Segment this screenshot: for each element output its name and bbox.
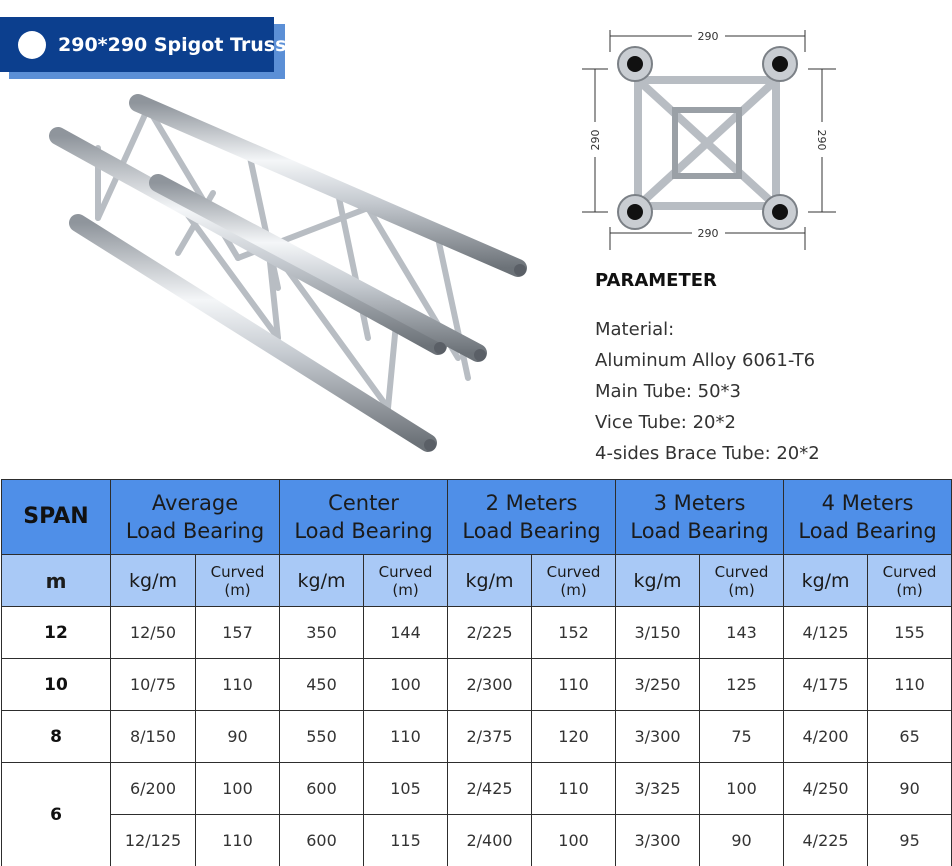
parameter-heading: PARAMETER [595,270,717,291]
cell-curved: 100 [196,763,280,815]
parameter-list [595,314,820,469]
cell-kg-per-m: 2/375 [448,711,532,763]
group-line: Load Bearing [630,519,769,543]
curved-unit: (m) [896,580,923,599]
cell-kg-per-m: 3/300 [616,815,700,866]
curved-label: Curved [210,562,265,581]
group-line: Average [151,491,239,515]
span-header: SPAN [2,480,111,555]
top-dimension: 290 [697,30,719,43]
span-value: 8 [2,711,111,763]
right-dimension: 290 [815,129,828,151]
subheader-curved [532,555,616,607]
subheader-kg: kg/m [784,555,868,607]
group-line: 4 Meters [821,491,914,515]
title-banner [0,17,287,72]
cell-curved: 155 [868,607,952,659]
cell-kg-per-m: 2/400 [448,815,532,866]
cell-kg-per-m: 3/325 [616,763,700,815]
cell-curved: 152 [532,607,616,659]
table-header-row [2,480,952,555]
subheader-curved [700,555,784,607]
cell-kg-per-m: 3/250 [616,659,700,711]
cell-curved: 100 [532,815,616,866]
cell-curved: 110 [196,659,280,711]
cell-kg-per-m: 2/225 [448,607,532,659]
cell-kg-per-m: 4/225 [784,815,868,866]
span-value: 12 [2,607,111,659]
cell-curved: 110 [196,815,280,866]
group-line: Load Bearing [798,519,937,543]
cell-kg-per-m: 6/200 [111,763,196,815]
bottom-dimension: 290 [697,227,719,240]
span-value: 10 [2,659,111,711]
curved-label: Curved [882,562,937,581]
span-value: 6 [2,763,111,866]
cell-kg-per-m: 550 [280,711,364,763]
left-dimension: 290 [589,129,602,151]
cell-curved: 110 [868,659,952,711]
page-title: 290*290 Spigot Truss [58,33,287,56]
cell-kg-per-m: 450 [280,659,364,711]
cell-curved: 110 [532,763,616,815]
unit-header: m [2,555,111,607]
cell-curved: 65 [868,711,952,763]
group-header-4m [784,480,952,555]
cell-curved: 100 [364,659,448,711]
group-header-center [280,480,448,555]
curved-unit: (m) [392,580,419,599]
curved-label: Curved [378,562,433,581]
subheader-curved [196,555,280,607]
curved-unit: (m) [728,580,755,599]
cell-curved: 125 [700,659,784,711]
param-line: Aluminum Alloy 6061-T6 [595,350,816,371]
cell-kg-per-m: 4/250 [784,763,868,815]
cell-curved: 75 [700,711,784,763]
table-row [2,763,952,815]
cell-kg-per-m: 8/150 [111,711,196,763]
subheader-curved [364,555,448,607]
subheader-kg: kg/m [448,555,532,607]
cell-curved: 90 [868,763,952,815]
group-header-2m [448,480,616,555]
cell-curved: 157 [196,607,280,659]
cell-curved: 105 [364,763,448,815]
cell-kg-per-m: 600 [280,763,364,815]
cell-curved: 144 [364,607,448,659]
cell-curved: 120 [532,711,616,763]
curved-unit: (m) [560,580,587,599]
subheader-kg: kg/m [111,555,196,607]
param-line: Vice Tube: 20*2 [595,412,736,433]
truss-end-diagram [580,22,840,252]
cell-kg-per-m: 600 [280,815,364,866]
cell-kg-per-m: 12/50 [111,607,196,659]
cell-curved: 143 [700,607,784,659]
param-line: Material: [595,319,675,340]
table-row [2,659,952,711]
param-line: Main Tube: 50*3 [595,381,742,402]
cell-kg-per-m: 4/125 [784,607,868,659]
subheader-kg: kg/m [280,555,364,607]
curved-label: Curved [714,562,769,581]
subheader-kg: kg/m [616,555,700,607]
cell-curved: 110 [364,711,448,763]
group-line: Center [328,491,399,515]
group-header-average [111,480,280,555]
group-line: Load Bearing [462,519,601,543]
cell-kg-per-m: 350 [280,607,364,659]
cell-curved: 115 [364,815,448,866]
cell-kg-per-m: 4/200 [784,711,868,763]
group-line: 2 Meters [485,491,578,515]
cell-curved: 110 [532,659,616,711]
cell-curved: 90 [700,815,784,866]
table-row [2,607,952,659]
cell-curved: 95 [868,815,952,866]
curved-label: Curved [546,562,601,581]
group-line: Load Bearing [294,519,433,543]
cell-kg-per-m: 4/175 [784,659,868,711]
group-header-3m [616,480,784,555]
group-line: Load Bearing [125,519,265,543]
cell-kg-per-m: 10/75 [111,659,196,711]
subheader-curved [868,555,952,607]
cell-kg-per-m: 2/425 [448,763,532,815]
table-row [2,815,952,866]
cell-kg-per-m: 3/300 [616,711,700,763]
cell-curved: 100 [700,763,784,815]
table-row [2,711,952,763]
cell-curved: 90 [196,711,280,763]
table-body [2,607,952,866]
cell-kg-per-m: 3/150 [616,607,700,659]
group-line: 3 Meters [653,491,746,515]
curved-unit: (m) [224,580,251,599]
cell-kg-per-m: 12/125 [111,815,196,866]
table-subheader-row [2,555,952,607]
load-bearing-table [1,479,952,866]
circle-icon [18,31,46,59]
truss-photo [38,88,538,478]
param-line: 4-sides Brace Tube: 20*2 [595,443,820,464]
cell-kg-per-m: 2/300 [448,659,532,711]
